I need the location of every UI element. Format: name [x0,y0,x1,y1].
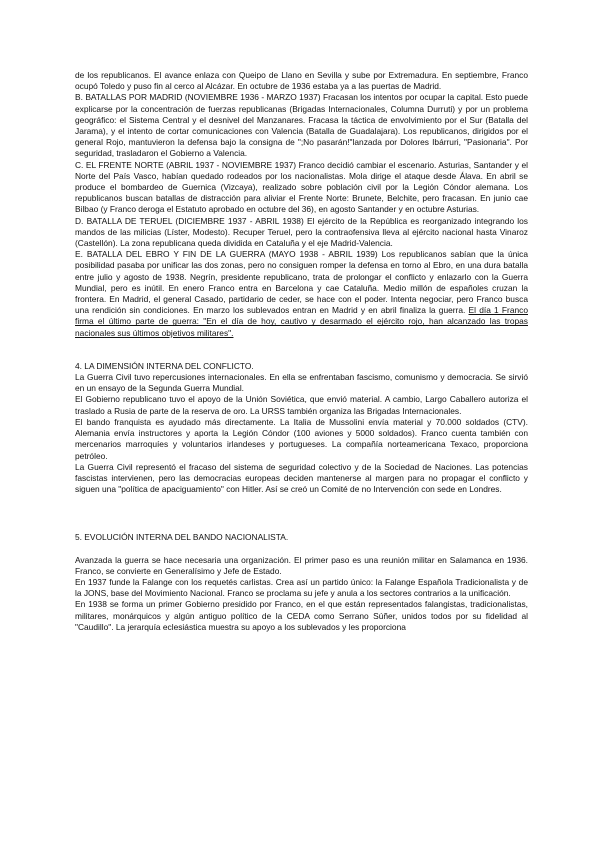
spacer [75,544,528,555]
paragraph-text: C. EL FRENTE NORTE (ABRIL 1937 - NOVIEMBRE 1937) Franco decidió cambiar el escenario. Asturias, Santander y el Norte del País Vasco, habían quedado rodeados por los nacionalistas. Mola dirige el ataque desde Álava. En abril se produce el bombardeo de Guernica (Vizcaya), realizado sobre población civil por la Legión Cóndor alemana. Los republicanos buscan batallas de distracción para aliviar el Frente Norte: Brunete, Belchite, pero fracasan. En junio cae Bilbao (y Franco deroga el Estatuto aprobado en octubre del 36), en agosto Santander y en octubre Asturias. [75,159,528,215]
spacer [75,521,528,532]
paragraph-text: En 1938 se forma un primer Gobierno presidido por Franco, en el que están representados falangistas, tradicionalistas, militares, monárquicos y algún antiguo político de la CEDA como Serrano Súñer, unidos todos por su fidelidad al "Caudillo". La jerarquía eclesiástica muestra su apoyo a los sublevados y les proporciona [75,599,528,632]
paragraph-text: B. BATALLAS POR MADRID (NOVIEMBRE 1936 - MARZO 1937) Fracasan los intentos por ocupar la capital. Esto puede explicarse por la concentración de fuerzas republicanas (Brigadas Internacionales, Columna Durruti) y por un problema geográfico: el Sistema Central y el desnivel del Manzanares. Fracasa la táctica de envolvimiento por el Sur (Batalla del Jarama), y el intento de cortar comunicaciones con Valencia (Batalla de Guadalajara). Los republicanos, dirigidos por el general Rojo, mantuvieron la defensa bajo la consigna de ";No pasarán!"lanzada por Dolores Ibárruri, "Pasionaria". Por seguridad, trasladaron el Gobierno a Valencia. [75,92,528,159]
paragraph [75,249,528,339]
spacer [75,495,528,521]
paragraph [75,417,528,462]
paragraph-text: de los republicanos. El avance enlaza con Queipo de Llano en Sevilla y sube por Extremadura. En septiembre, Franco ocupó Toledo y puso fin al cerco al Alcázar. En octubre de 1936 estaba ya a las puertas de Madrid. [75,70,528,92]
paragraph [75,372,528,394]
paragraph-text: Avanzada la guerra se hace necesaria una organización. El primer paso es una reunión militar en Salamanca en 1936. Franco, se convierte en Generalísimo y Jefe de Estado. [75,554,528,576]
spacer [75,339,528,361]
document-page [75,70,528,633]
paragraph-text: El Gobierno republicano tuvo el apoyo de la Unión Soviética, que envió material. A cambio, Largo Caballero autoriza el traslado a Rusia de parte de la reserva de oro. La URSS también organiza las Brigadas Internacionales. [75,394,528,416]
paragraph-text: D. BATALLA DE TERUEL (DICIEMBRE 1937 - ABRIL 1938) El ejército de la República es reorganizado integrando los mandos de las milicias (Líster, Modesto). Recuper Teruel, pero la contraofensiva lleva al ejército nacional hasta Vinaroz (Castellón). La zona republicana queda dividida en Cataluña y el eje Madrid-Valencia. [75,215,528,249]
paragraph [75,70,528,92]
paragraph [75,394,528,416]
paragraph-text: En 1937 funde la Falange con los requetés carlistas. Crea así un partido único: la Falange Española Tradicionalista y de la JONS, base del Movimiento Nacional. Franco se proclama su jefe y anula a los sectores contrarios a la unificación. [75,576,528,599]
paragraph [75,599,528,633]
paragraph [75,216,528,250]
heading-text: 5. EVOLUCIÓN INTERNA DEL BANDO NACIONALISTA. [75,532,289,543]
paragraph [75,577,528,599]
paragraph-text: La Guerra Civil tuvo repercusiones internacionales. En ella se enfrentaban fascismo, comunismo y democracia. Se sirvió en un ensayo de la Segunda Guerra Mundial. [75,372,528,394]
paragraph [75,92,528,159]
heading-text: 4. LA DIMENSIÓN INTERNA DEL CONFLICTO. [75,360,254,371]
paragraph-text: E. BATALLA DEL EBRO Y FIN DE LA GUERRA (MAYO 1938 - ABRIL 1939) Los republicanos sabían que la única posibilidad pasaba por unificar las dos zonas, pero no consiguen romper la defensa en torno al Ebro, en una dura batalla entre julio y agosto de 1938. Negrín, presidente republicano, trata de prolongar el conflicto y enlazarlo con la Guerra Mundial, pero es inútil. En enero Franco entra en Barcelona y cae Cataluña. Medio millón de españoles cruzan la frontera. En Madrid, el general Casado, partidario de ceder, se hace con el poder. Intenta negociar, pero Franco busca una rendición sin condiciones. En marzo los sublevados entran en Madrid y en abril finaliza la guerra. [75,249,528,316]
section-heading [75,532,528,543]
paragraph [75,555,528,577]
underlined-quote: El día 1 Franco firma el último parte de guerra: "En el día de hoy, cautivo y desarmado el ejército rojo, han alcanzado las tropas nacionales sus últimos objetivos militares". [75,305,528,338]
paragraph [75,462,528,496]
paragraph [75,160,528,216]
paragraph-text: La Guerra Civil representó el fracaso del sistema de seguridad colectivo y de la Sociedad de Naciones. Las potencias fascistas intervienen, pero las democracias europeas deciden mantenerse al margen para no propagar el conflicto y siguen una "política de apaciguamiento" con Hitler. Así se creó un Comité de no Intervención con sede en Londres. [75,461,528,495]
paragraph-text: El bando franquista es ayudado más directamente. La Italia de Mussolini envía material y 70.000 soldados (CTV). Alemania envía instructores y aporta la Legión Cóndor (100 aviones y 5000 soldados). Franco cuenta también con mercenarios marroquíes y voluntarios irlandeses y portugueses. La compañía norteamericana Texaco, proporciona petróleo. [75,416,528,461]
section-heading [75,361,528,372]
